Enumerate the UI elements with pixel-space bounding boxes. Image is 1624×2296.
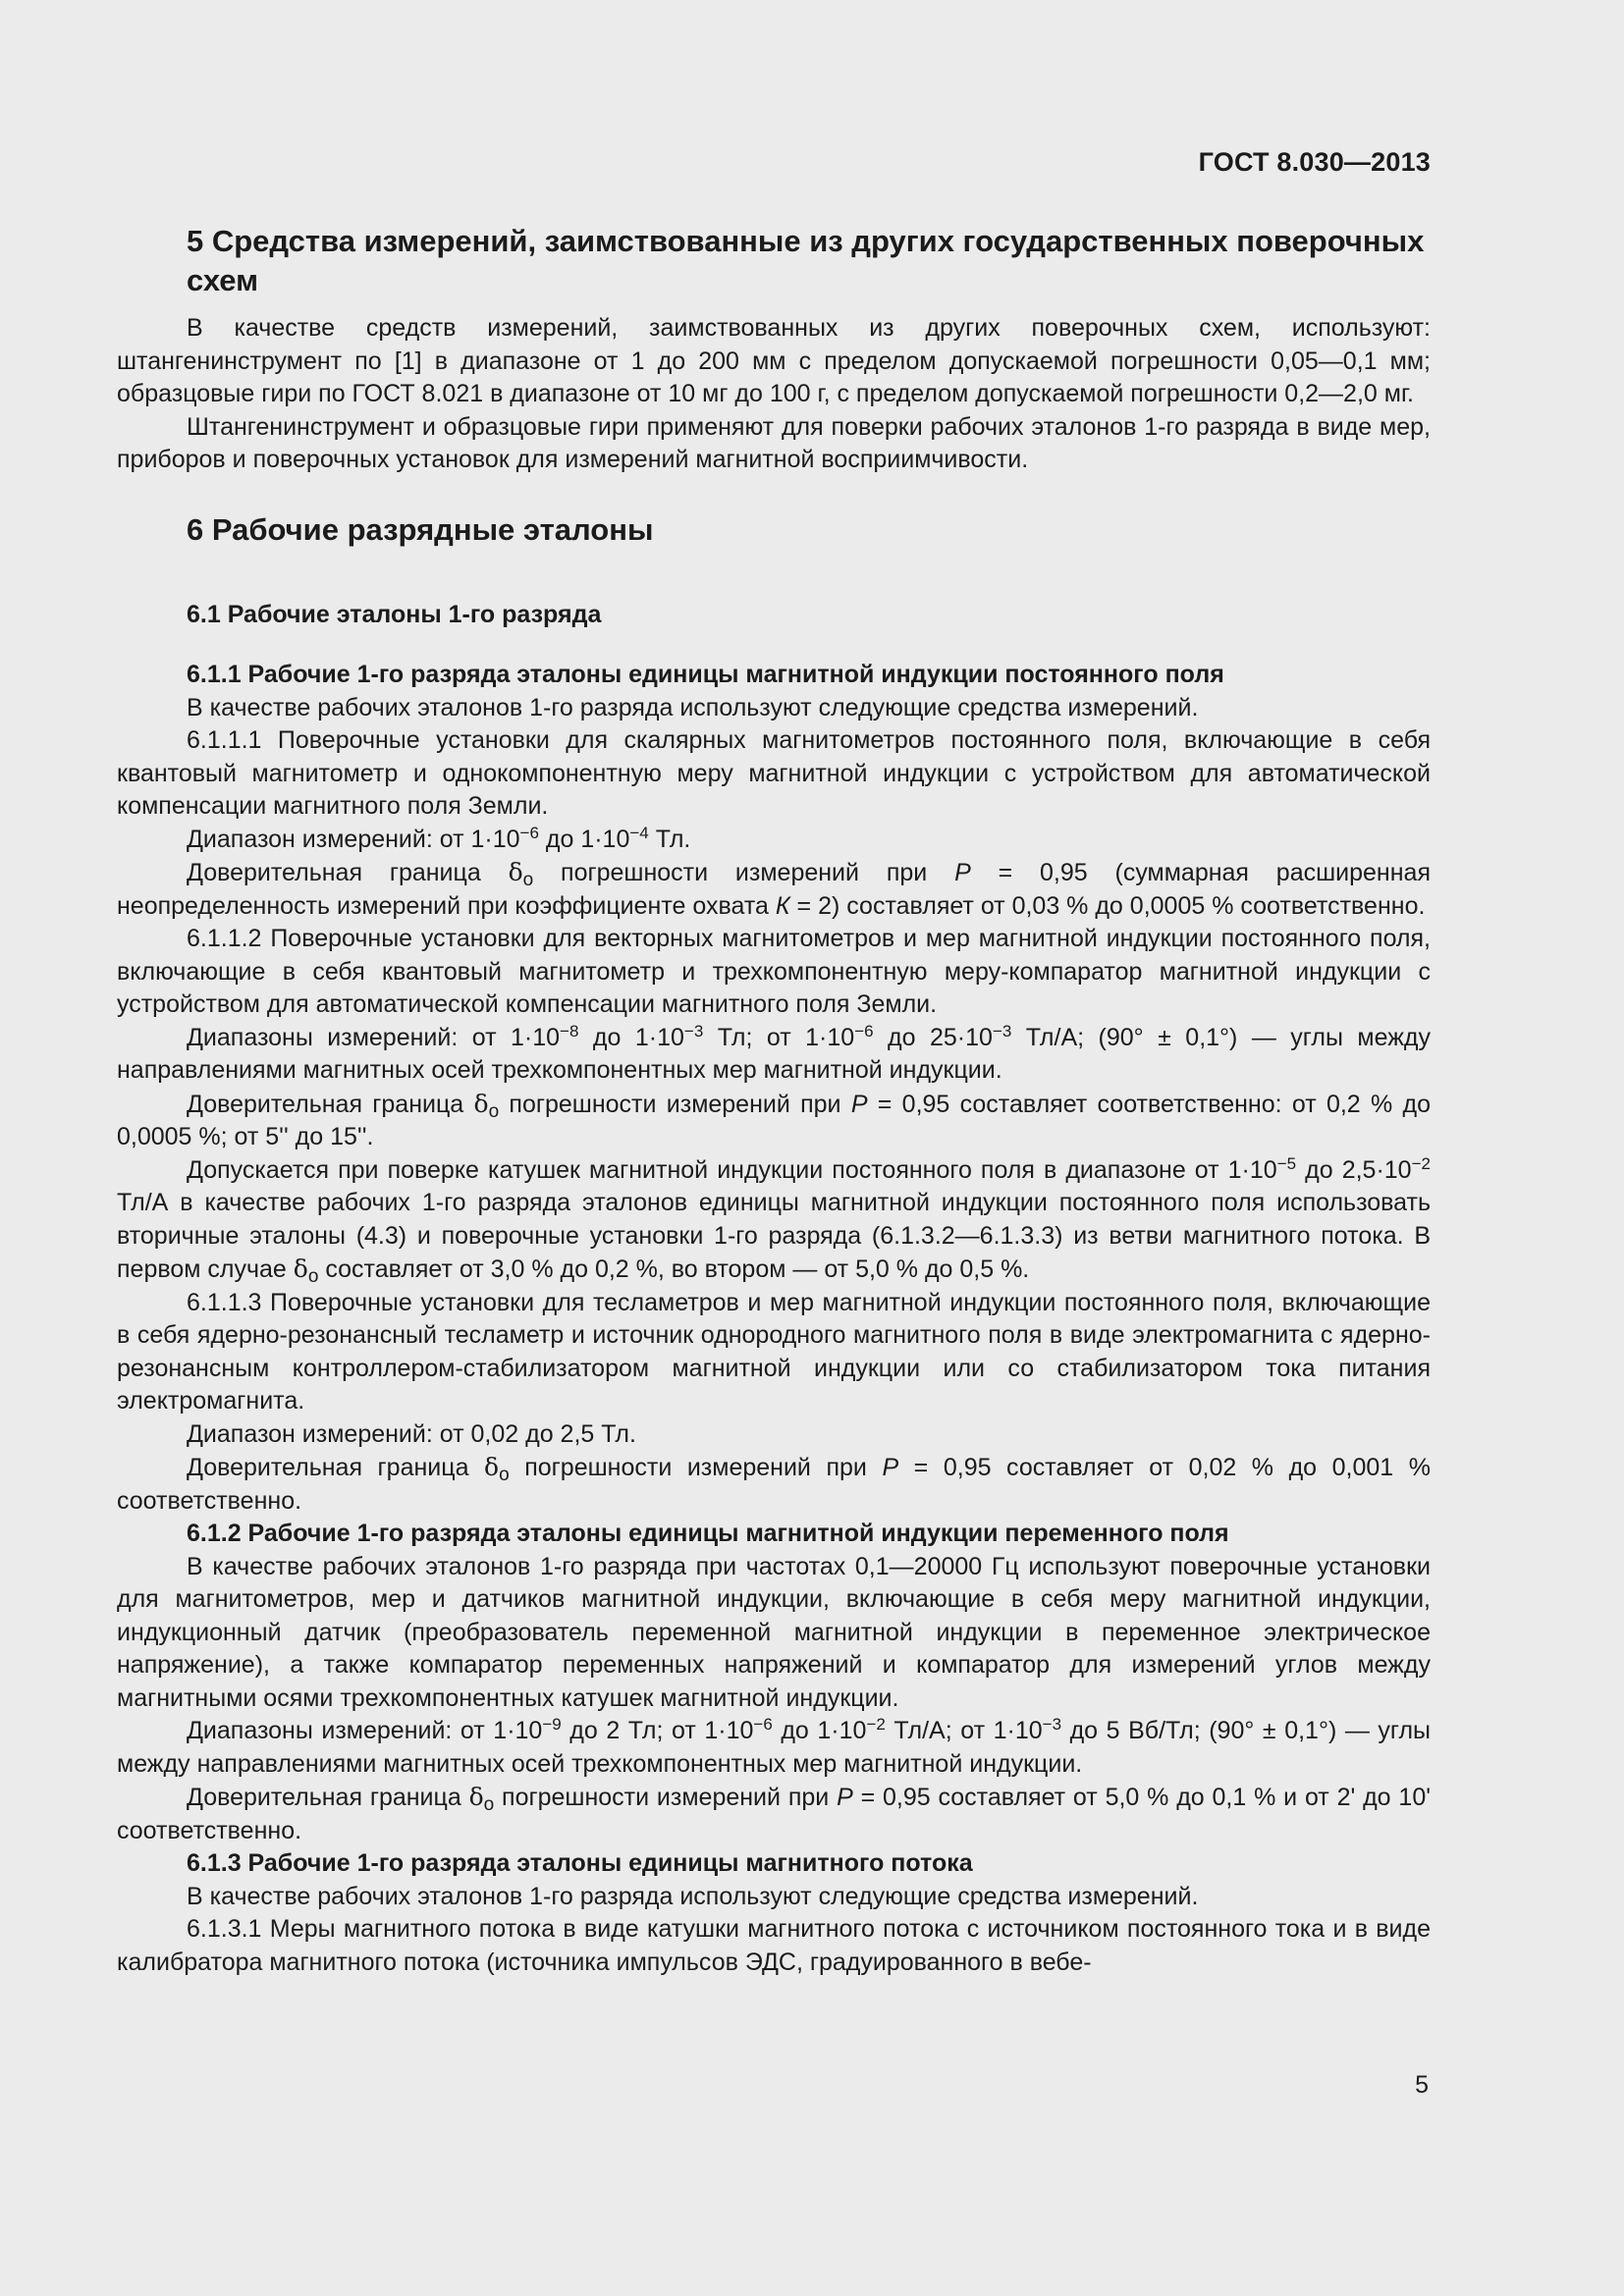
subsection-6-1-2-confidence-bound: Доверительная граница $\delta_о$ погрешности измерений при P = 0,95 составляет от 5,0 % до 0,1 % и от 2' до 10' соответственно. — [117, 1783, 1431, 1844]
item-6-1-1-1-confidence-bound: Доверительная граница $\delta_о$ погрешности измерений при P = 0,95 (суммарная расширенная неопределенность измерений при коэффициенте охвата К = 2) составляет от 0,03 % до 0,0005 % соответственно. — [117, 858, 1431, 920]
subsection-6-1-2-range: Диапазоны измерений: от $1\cdot 10^{-9}$ до 2 Тл; от $1\cdot 10^{-6}$ до $1\cdot 10^{-2}$ Тл/А; от $1\cdot 10^{-3}$ до 5 Вб/Тл; (90° ± 0,1°) — углы между направлениями магнитных осей трехкомпонентных мер магнитной индукции. — [117, 1715, 1432, 1778]
item-6-1-1-1-text: 6.1.1.1 Поверочные установки для скалярных магнитометров постоянного поля, включающие в себя квантовый магнитометр и однокомпонентную меру магнитной индукции с устройством для автоматической компенсации магнитного поля Земли. — [117, 726, 1431, 820]
item-6-1-1-2-allowance: Допускается при поверке катушек магнитной индукции постоянного поля в диапазоне от $1\cdot 10^{-5}$ до $2,5\cdot 10^{-2}$ Тл/А в качестве рабочих 1-го разряда эталонов единицы магнитной индукции постоянного поля использовать вторичные эталоны (4.3) и поверочные установки 1-го разряда (6.1.3.2—6.1.3.3) из ветви магнитного потока. В первом случае $\delta_о$ составляет от 3,0 % до 0,2 %, во втором — от 5,0 % до 0,5 %. — [117, 1153, 1431, 1287]
page-content — [117, 222, 1431, 1979]
section-5-title: 5 Средства измерений, заимствованные из других государственных поверочных схем — [187, 224, 1425, 297]
document-code: ГОСТ 8.030—2013 — [1198, 147, 1431, 177]
item-6-1-1-2-text: 6.1.1.2 Поверочные установки для векторных магнитометров и мер магнитной индукции постоянного поля, включающие в себя квантовый магнитометр и трехкомпонентную меру-компаратор магнитной индукции с устройством для автоматической компенсации магнитного поля Земли. — [117, 925, 1431, 1018]
item-6-1-3-1-text: 6.1.3.1 Меры магнитного потока в виде катушки магнитного потока с источником постоянного тока и в виде калибратора магнитного потока (источника импульсов ЭДС, градуированного в вебе- — [117, 1915, 1431, 1976]
subsection-6-1-1-intro: В качестве рабочих эталонов 1-го разряда используют следующие средства измерений. — [187, 693, 1199, 721]
section-5-paragraph-2: Штангенинструмент и образцовые гири применяют для поверки рабочих эталонов 1-го разряда в виде мер, приборов и поверочных установок для измерений магнитной восприимчивости. — [117, 412, 1431, 473]
item-6-1-1-3-range: Диапазон измерений: от 0,02 до 2,5 Тл. — [187, 1419, 636, 1448]
subsection-6-1-1-title: 6.1.1 Рабочие 1-го разряда эталоны единицы магнитной индукции постоянного поля — [187, 661, 1224, 688]
subsection-6-1-3-intro: В качестве рабочих эталонов 1-го разряда используют следующие средства измерений. — [187, 1882, 1199, 1910]
item-6-1-1-2-confidence-bound: Доверительная граница $\delta_о$ погрешности измерений при P = 0,95 составляет соответственно: от 0,2 % до 0,0005 %; от 5'' до 15''. — [117, 1089, 1431, 1150]
item-6-1-1-3-confidence-bound: Доверительная граница $\delta_о$ погрешности измерений при P = 0,95 составляет от 0,02 % до 0,001 % соответственно. — [117, 1453, 1431, 1515]
subsection-6-1-2-text: В качестве рабочих эталонов 1-го разряда при частотах 0,1—20000 Гц используют поверочные установки для магнитометров, мер и датчиков магнитной индукции, включающие в себя меру магнитной индукции, индукционный датчик (преобразователь переменной магнитной индукции в переменное электрическое напряжение), а также компаратор переменных напряжений и компаратор для измерений углов между магнитными осями трехкомпонентных катушек магнитной индукции. — [117, 1552, 1431, 1712]
item-6-1-1-2-range: Диапазоны измерений: от $1\cdot 10^{-8}$ до $1\cdot 10^{-3}$ Тл; от $1\cdot 10^{-6}$ до $25\cdot 10^{-3}$ Тл/А; (90° ± 0,1°) — углы между направлениями магнитных осей трехкомпонентных мер магнитной индукции. — [117, 1021, 1432, 1084]
section-5-paragraph-1: В качестве средств измерений, заимствованных из других поверочных схем, используют: штангенинструмент по [1] в диапазоне от 1 до 200 мм с пределом допускаемой погрешности 0,05—0,1 мм; образцовые гири по ГОСТ 8.021 в диапазоне от 10 мг до 100 г, с пределом допускаемой погрешности 0,2—2,0 мг. — [117, 314, 1431, 407]
section-6-title: 6 Рабочие разрядные эталоны — [187, 511, 654, 547]
page-number: 5 — [1415, 2071, 1429, 2099]
item-6-1-1-1-range: Диапазон измерений: от $1\cdot 10^{-6}$ до $1\cdot 10^{-4}$ Тл. — [187, 823, 691, 853]
subsection-6-1-title: 6.1 Рабочие эталоны 1-го разряда — [187, 600, 602, 628]
item-6-1-1-3-text: 6.1.1.3 Поверочные установки для тесламетров и мер магнитной индукции постоянного поля, включающие в себя ядерно-резонансный тесламетр и источник однородного магнитного поля в виде электромагнита с ядерно-резонансным контроллером-стабилизатором магнитной индукции или со стабилизатором тока питания электромагнита. — [117, 1288, 1431, 1415]
subsection-6-1-2-title: 6.1.2 Рабочие 1-го разряда эталоны единицы магнитной индукции переменного поля — [187, 1520, 1229, 1547]
subsection-6-1-3-title: 6.1.3 Рабочие 1-го разряда эталоны единицы магнитного потока — [187, 1849, 973, 1877]
